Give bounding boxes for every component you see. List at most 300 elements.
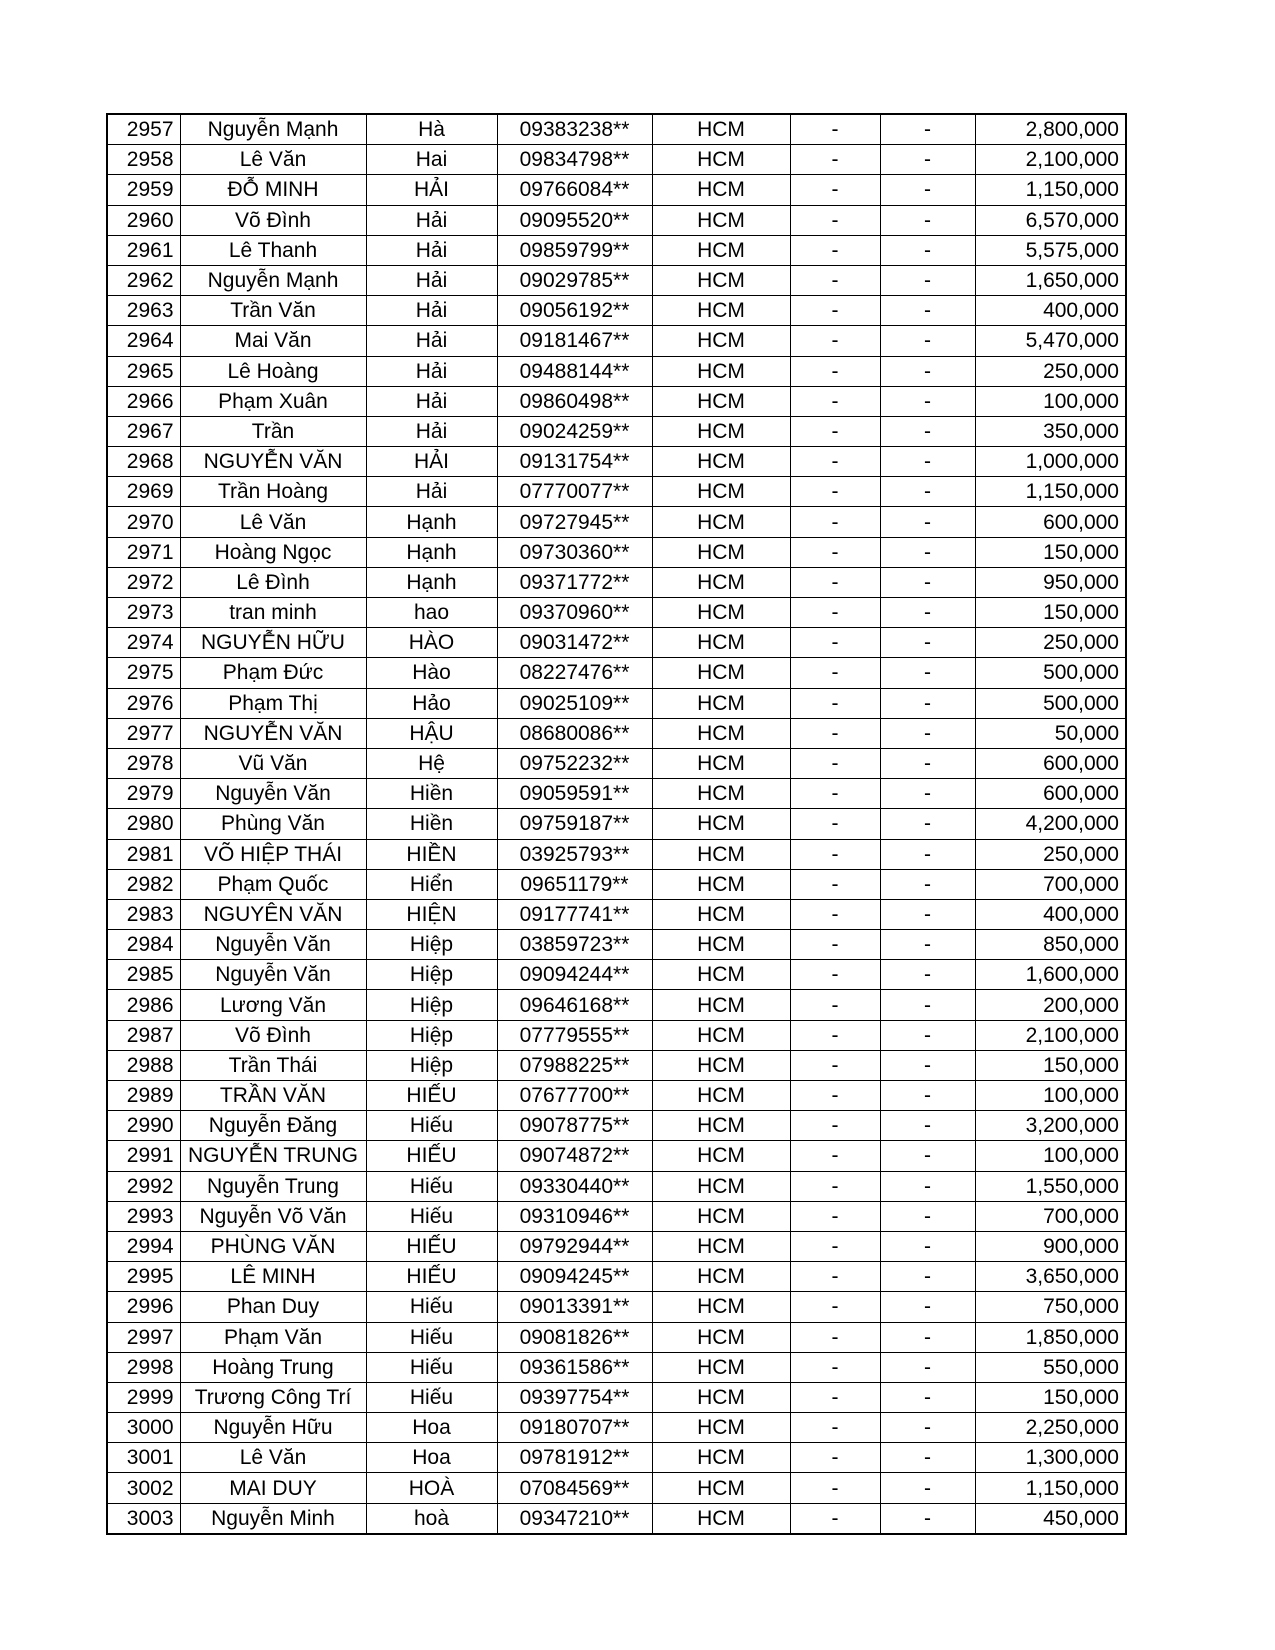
cell-column-6: - xyxy=(790,1141,880,1171)
cell-column-6: - xyxy=(790,1503,880,1534)
cell-given-name: Hiền xyxy=(366,779,497,809)
cell-phone: 09078775** xyxy=(497,1111,652,1141)
cell-location: HCM xyxy=(652,930,790,960)
cell-column-6: - xyxy=(790,990,880,1020)
cell-amount: 1,600,000 xyxy=(975,960,1126,990)
cell-amount: 1,650,000 xyxy=(975,265,1126,295)
data-table xyxy=(106,113,1127,1535)
cell-column-7: - xyxy=(880,1413,975,1443)
table-row xyxy=(107,235,1126,265)
cell-location: HCM xyxy=(652,265,790,295)
cell-location: HCM xyxy=(652,296,790,326)
cell-phone: 07677700** xyxy=(497,1081,652,1111)
table-row xyxy=(107,265,1126,295)
cell-phone: 03859723** xyxy=(497,930,652,960)
table-row xyxy=(107,114,1126,145)
cell-column-7: - xyxy=(880,386,975,416)
cell-surname-middle: TRẦN VĂN xyxy=(180,1081,366,1111)
cell-column-6: - xyxy=(790,1292,880,1322)
cell-amount: 900,000 xyxy=(975,1231,1126,1261)
cell-column-6: - xyxy=(790,235,880,265)
cell-amount: 3,200,000 xyxy=(975,1111,1126,1141)
table-body xyxy=(107,114,1126,1534)
cell-given-name: Hiếu xyxy=(366,1322,497,1352)
cell-column-6: - xyxy=(790,1020,880,1050)
cell-amount: 700,000 xyxy=(975,1201,1126,1231)
cell-row-number: 3002 xyxy=(107,1473,180,1503)
cell-column-7: - xyxy=(880,416,975,446)
cell-given-name: HÀO xyxy=(366,628,497,658)
cell-amount: 5,470,000 xyxy=(975,326,1126,356)
cell-column-7: - xyxy=(880,658,975,688)
cell-phone: 09013391** xyxy=(497,1292,652,1322)
table-row xyxy=(107,1171,1126,1201)
table-row xyxy=(107,1141,1126,1171)
cell-column-7: - xyxy=(880,688,975,718)
cell-amount: 700,000 xyxy=(975,869,1126,899)
cell-column-7: - xyxy=(880,114,975,145)
cell-given-name: Hoa xyxy=(366,1413,497,1443)
cell-surname-middle: Lê Thanh xyxy=(180,235,366,265)
cell-location: HCM xyxy=(652,809,790,839)
table-row xyxy=(107,1231,1126,1261)
cell-location: HCM xyxy=(652,990,790,1020)
table-row xyxy=(107,447,1126,477)
cell-column-7: - xyxy=(880,990,975,1020)
cell-amount: 100,000 xyxy=(975,386,1126,416)
cell-row-number: 2997 xyxy=(107,1322,180,1352)
cell-column-7: - xyxy=(880,447,975,477)
cell-amount: 500,000 xyxy=(975,658,1126,688)
cell-phone: 09094245** xyxy=(497,1262,652,1292)
table-row xyxy=(107,386,1126,416)
cell-surname-middle: Nguyễn Văn xyxy=(180,779,366,809)
table-row xyxy=(107,326,1126,356)
cell-phone: 09074872** xyxy=(497,1141,652,1171)
cell-column-6: - xyxy=(790,447,880,477)
cell-location: HCM xyxy=(652,1413,790,1443)
cell-location: HCM xyxy=(652,658,790,688)
cell-column-6: - xyxy=(790,537,880,567)
cell-column-7: - xyxy=(880,477,975,507)
cell-row-number: 2989 xyxy=(107,1081,180,1111)
cell-location: HCM xyxy=(652,356,790,386)
table-row xyxy=(107,567,1126,597)
cell-row-number: 2967 xyxy=(107,416,180,446)
cell-column-7: - xyxy=(880,1171,975,1201)
cell-column-6: - xyxy=(790,628,880,658)
cell-location: HCM xyxy=(652,416,790,446)
cell-row-number: 2974 xyxy=(107,628,180,658)
cell-location: HCM xyxy=(652,1322,790,1352)
cell-phone: 08227476** xyxy=(497,658,652,688)
cell-column-6: - xyxy=(790,1111,880,1141)
cell-column-6: - xyxy=(790,1352,880,1382)
cell-column-7: - xyxy=(880,537,975,567)
cell-given-name: Hiền xyxy=(366,809,497,839)
cell-amount: 1,150,000 xyxy=(975,477,1126,507)
cell-row-number: 2971 xyxy=(107,537,180,567)
cell-row-number: 2993 xyxy=(107,1201,180,1231)
cell-given-name: Hạnh xyxy=(366,507,497,537)
cell-location: HCM xyxy=(652,1231,790,1261)
cell-column-7: - xyxy=(880,718,975,748)
cell-row-number: 2968 xyxy=(107,447,180,477)
cell-location: HCM xyxy=(652,1050,790,1080)
cell-surname-middle: Lê Văn xyxy=(180,507,366,537)
cell-location: HCM xyxy=(652,175,790,205)
cell-column-7: - xyxy=(880,628,975,658)
cell-phone: 09347210** xyxy=(497,1503,652,1534)
cell-column-6: - xyxy=(790,658,880,688)
cell-given-name: Hiếu xyxy=(366,1352,497,1382)
table-row xyxy=(107,1111,1126,1141)
cell-column-6: - xyxy=(790,718,880,748)
cell-location: HCM xyxy=(652,386,790,416)
cell-amount: 100,000 xyxy=(975,1141,1126,1171)
cell-given-name: Hải xyxy=(366,477,497,507)
cell-amount: 450,000 xyxy=(975,1503,1126,1534)
table-row xyxy=(107,296,1126,326)
cell-amount: 1,000,000 xyxy=(975,447,1126,477)
cell-column-6: - xyxy=(790,1050,880,1080)
cell-column-6: - xyxy=(790,1171,880,1201)
cell-given-name: HẢI xyxy=(366,175,497,205)
cell-location: HCM xyxy=(652,1292,790,1322)
cell-location: HCM xyxy=(652,1111,790,1141)
cell-phone: 09310946** xyxy=(497,1201,652,1231)
cell-amount: 150,000 xyxy=(975,598,1126,628)
cell-location: HCM xyxy=(652,1201,790,1231)
cell-amount: 500,000 xyxy=(975,688,1126,718)
cell-column-7: - xyxy=(880,205,975,235)
table-row xyxy=(107,1292,1126,1322)
cell-row-number: 2972 xyxy=(107,567,180,597)
cell-column-6: - xyxy=(790,326,880,356)
cell-phone: 09180707** xyxy=(497,1413,652,1443)
cell-row-number: 2992 xyxy=(107,1171,180,1201)
table-row xyxy=(107,1262,1126,1292)
cell-amount: 600,000 xyxy=(975,779,1126,809)
cell-row-number: 2964 xyxy=(107,326,180,356)
cell-phone: 09371772** xyxy=(497,567,652,597)
cell-location: HCM xyxy=(652,145,790,175)
cell-surname-middle: Võ Đình xyxy=(180,1020,366,1050)
cell-surname-middle: Phạm Đức xyxy=(180,658,366,688)
table-row xyxy=(107,175,1126,205)
cell-column-6: - xyxy=(790,779,880,809)
table-row xyxy=(107,628,1126,658)
cell-row-number: 2979 xyxy=(107,779,180,809)
cell-given-name: Hải xyxy=(366,235,497,265)
cell-phone: 09025109** xyxy=(497,688,652,718)
cell-given-name: HẬU xyxy=(366,718,497,748)
cell-amount: 2,800,000 xyxy=(975,114,1126,145)
cell-given-name: Hiếu xyxy=(366,1201,497,1231)
cell-phone: 09181467** xyxy=(497,326,652,356)
cell-given-name: Hạnh xyxy=(366,567,497,597)
cell-column-7: - xyxy=(880,567,975,597)
cell-phone: 07779555** xyxy=(497,1020,652,1050)
cell-amount: 5,575,000 xyxy=(975,235,1126,265)
cell-column-6: - xyxy=(790,869,880,899)
cell-given-name: Hiếu xyxy=(366,1292,497,1322)
cell-amount: 1,150,000 xyxy=(975,1473,1126,1503)
cell-column-6: - xyxy=(790,145,880,175)
cell-amount: 400,000 xyxy=(975,296,1126,326)
cell-given-name: Hiệp xyxy=(366,960,497,990)
cell-row-number: 2981 xyxy=(107,839,180,869)
cell-given-name: HẢI xyxy=(366,447,497,477)
cell-column-7: - xyxy=(880,748,975,778)
cell-location: HCM xyxy=(652,1020,790,1050)
cell-location: HCM xyxy=(652,1473,790,1503)
cell-location: HCM xyxy=(652,1081,790,1111)
cell-surname-middle: Vũ Văn xyxy=(180,748,366,778)
cell-surname-middle: MAI DUY xyxy=(180,1473,366,1503)
cell-column-6: - xyxy=(790,1262,880,1292)
cell-phone: 07770077** xyxy=(497,477,652,507)
cell-phone: 09131754** xyxy=(497,447,652,477)
cell-column-7: - xyxy=(880,1322,975,1352)
cell-location: HCM xyxy=(652,1382,790,1412)
cell-location: HCM xyxy=(652,960,790,990)
cell-column-6: - xyxy=(790,114,880,145)
cell-column-6: - xyxy=(790,1413,880,1443)
cell-column-6: - xyxy=(790,265,880,295)
cell-surname-middle: Lê Văn xyxy=(180,1443,366,1473)
cell-row-number: 2962 xyxy=(107,265,180,295)
cell-row-number: 2957 xyxy=(107,114,180,145)
cell-row-number: 2998 xyxy=(107,1352,180,1382)
cell-column-6: - xyxy=(790,507,880,537)
cell-amount: 950,000 xyxy=(975,567,1126,597)
cell-surname-middle: Trần Hoàng xyxy=(180,477,366,507)
cell-location: HCM xyxy=(652,598,790,628)
cell-amount: 600,000 xyxy=(975,748,1126,778)
cell-amount: 3,650,000 xyxy=(975,1262,1126,1292)
table-row xyxy=(107,930,1126,960)
cell-amount: 1,550,000 xyxy=(975,1171,1126,1201)
cell-surname-middle: Nguyễn Văn xyxy=(180,960,366,990)
cell-amount: 4,200,000 xyxy=(975,809,1126,839)
cell-phone: 09370960** xyxy=(497,598,652,628)
cell-row-number: 2999 xyxy=(107,1382,180,1412)
cell-phone: 09056192** xyxy=(497,296,652,326)
cell-surname-middle: Phạm Thị xyxy=(180,688,366,718)
cell-column-7: - xyxy=(880,1292,975,1322)
cell-surname-middle: Hoàng Ngọc xyxy=(180,537,366,567)
cell-phone: 09759187** xyxy=(497,809,652,839)
cell-phone: 09646168** xyxy=(497,990,652,1020)
cell-surname-middle: NGUYỄN TRUNG xyxy=(180,1141,366,1171)
cell-surname-middle: Hoàng Trung xyxy=(180,1352,366,1382)
table-row xyxy=(107,1352,1126,1382)
cell-amount: 2,100,000 xyxy=(975,145,1126,175)
cell-given-name: Hảo xyxy=(366,688,497,718)
cell-location: HCM xyxy=(652,1352,790,1382)
cell-row-number: 2963 xyxy=(107,296,180,326)
table-row xyxy=(107,718,1126,748)
cell-surname-middle: tran minh xyxy=(180,598,366,628)
cell-location: HCM xyxy=(652,1171,790,1201)
cell-given-name: HIẾU xyxy=(366,1262,497,1292)
cell-column-7: - xyxy=(880,1352,975,1382)
cell-location: HCM xyxy=(652,1262,790,1292)
cell-column-7: - xyxy=(880,930,975,960)
cell-column-7: - xyxy=(880,869,975,899)
table-row xyxy=(107,1050,1126,1080)
cell-given-name: HIỆN xyxy=(366,899,497,929)
cell-amount: 2,250,000 xyxy=(975,1413,1126,1443)
cell-phone: 09859799** xyxy=(497,235,652,265)
cell-given-name: Hiếu xyxy=(366,1382,497,1412)
cell-given-name: Hiệp xyxy=(366,930,497,960)
cell-column-7: - xyxy=(880,145,975,175)
cell-column-6: - xyxy=(790,1231,880,1261)
cell-amount: 200,000 xyxy=(975,990,1126,1020)
table-row xyxy=(107,990,1126,1020)
cell-location: HCM xyxy=(652,326,790,356)
cell-surname-middle: Nguyễn Hữu xyxy=(180,1413,366,1443)
cell-column-6: - xyxy=(790,1443,880,1473)
cell-amount: 550,000 xyxy=(975,1352,1126,1382)
cell-column-7: - xyxy=(880,1262,975,1292)
table-row xyxy=(107,1503,1126,1534)
cell-phone: 09860498** xyxy=(497,386,652,416)
cell-amount: 350,000 xyxy=(975,416,1126,446)
cell-given-name: Hiếu xyxy=(366,1171,497,1201)
cell-column-7: - xyxy=(880,1081,975,1111)
cell-given-name: Hạnh xyxy=(366,537,497,567)
table-row xyxy=(107,1443,1126,1473)
cell-surname-middle: PHÙNG VĂN xyxy=(180,1231,366,1261)
cell-location: HCM xyxy=(652,507,790,537)
cell-location: HCM xyxy=(652,205,790,235)
cell-surname-middle: Trần xyxy=(180,416,366,446)
cell-row-number: 2969 xyxy=(107,477,180,507)
cell-phone: 09059591** xyxy=(497,779,652,809)
cell-column-6: - xyxy=(790,930,880,960)
cell-row-number: 2996 xyxy=(107,1292,180,1322)
cell-given-name: Hải xyxy=(366,265,497,295)
table-row xyxy=(107,809,1126,839)
cell-column-7: - xyxy=(880,1503,975,1534)
cell-column-7: - xyxy=(880,839,975,869)
cell-row-number: 3001 xyxy=(107,1443,180,1473)
cell-column-6: - xyxy=(790,899,880,929)
cell-surname-middle: Phạm Văn xyxy=(180,1322,366,1352)
cell-column-7: - xyxy=(880,1050,975,1080)
cell-location: HCM xyxy=(652,1443,790,1473)
table-row xyxy=(107,416,1126,446)
cell-row-number: 2980 xyxy=(107,809,180,839)
cell-phone: 09361586** xyxy=(497,1352,652,1382)
cell-location: HCM xyxy=(652,1503,790,1534)
cell-phone: 09095520** xyxy=(497,205,652,235)
cell-amount: 150,000 xyxy=(975,1382,1126,1412)
cell-phone: 03925793** xyxy=(497,839,652,869)
table-row xyxy=(107,1201,1126,1231)
cell-phone: 09031472** xyxy=(497,628,652,658)
cell-column-7: - xyxy=(880,507,975,537)
cell-column-6: - xyxy=(790,205,880,235)
table-row xyxy=(107,960,1126,990)
cell-phone: 09177741** xyxy=(497,899,652,929)
cell-location: HCM xyxy=(652,869,790,899)
cell-row-number: 2983 xyxy=(107,899,180,929)
cell-column-6: - xyxy=(790,748,880,778)
cell-amount: 750,000 xyxy=(975,1292,1126,1322)
table-row xyxy=(107,1020,1126,1050)
cell-given-name: HOÀ xyxy=(366,1473,497,1503)
cell-given-name: HIẾU xyxy=(366,1231,497,1261)
cell-column-7: - xyxy=(880,175,975,205)
cell-row-number: 2960 xyxy=(107,205,180,235)
cell-row-number: 2987 xyxy=(107,1020,180,1050)
cell-column-7: - xyxy=(880,1231,975,1261)
cell-amount: 50,000 xyxy=(975,718,1126,748)
cell-row-number: 2970 xyxy=(107,507,180,537)
cell-given-name: Hệ xyxy=(366,748,497,778)
cell-location: HCM xyxy=(652,628,790,658)
cell-location: HCM xyxy=(652,477,790,507)
cell-phone: 07084569** xyxy=(497,1473,652,1503)
cell-column-7: - xyxy=(880,235,975,265)
cell-given-name: Hải xyxy=(366,296,497,326)
cell-phone: 09792944** xyxy=(497,1231,652,1261)
cell-row-number: 3003 xyxy=(107,1503,180,1534)
table-row xyxy=(107,1322,1126,1352)
cell-row-number: 2982 xyxy=(107,869,180,899)
cell-column-6: - xyxy=(790,1322,880,1352)
cell-row-number: 2986 xyxy=(107,990,180,1020)
cell-phone: 08680086** xyxy=(497,718,652,748)
cell-given-name: Hoa xyxy=(366,1443,497,1473)
cell-column-7: - xyxy=(880,1141,975,1171)
cell-surname-middle: Nguyễn Văn xyxy=(180,930,366,960)
cell-column-7: - xyxy=(880,899,975,929)
cell-column-6: - xyxy=(790,809,880,839)
cell-column-7: - xyxy=(880,356,975,386)
cell-phone: 09781912** xyxy=(497,1443,652,1473)
cell-column-6: - xyxy=(790,1081,880,1111)
cell-location: HCM xyxy=(652,839,790,869)
cell-column-6: - xyxy=(790,598,880,628)
cell-surname-middle: Nguyễn Mạnh xyxy=(180,265,366,295)
cell-surname-middle: Nguyễn Mạnh xyxy=(180,114,366,145)
cell-surname-middle: Mai Văn xyxy=(180,326,366,356)
cell-phone: 09397754** xyxy=(497,1382,652,1412)
cell-amount: 1,850,000 xyxy=(975,1322,1126,1352)
cell-phone: 09752232** xyxy=(497,748,652,778)
cell-surname-middle: NGUYÊN VĂN xyxy=(180,899,366,929)
cell-column-7: - xyxy=(880,1201,975,1231)
cell-amount: 1,150,000 xyxy=(975,175,1126,205)
table-row xyxy=(107,598,1126,628)
cell-location: HCM xyxy=(652,748,790,778)
cell-column-6: - xyxy=(790,688,880,718)
cell-phone: 09730360** xyxy=(497,537,652,567)
cell-surname-middle: Phạm Xuân xyxy=(180,386,366,416)
table-row xyxy=(107,477,1126,507)
cell-column-7: - xyxy=(880,296,975,326)
cell-amount: 6,570,000 xyxy=(975,205,1126,235)
cell-surname-middle: Lê Văn xyxy=(180,145,366,175)
cell-given-name: Hai xyxy=(366,145,497,175)
cell-phone: 09029785** xyxy=(497,265,652,295)
cell-amount: 250,000 xyxy=(975,628,1126,658)
